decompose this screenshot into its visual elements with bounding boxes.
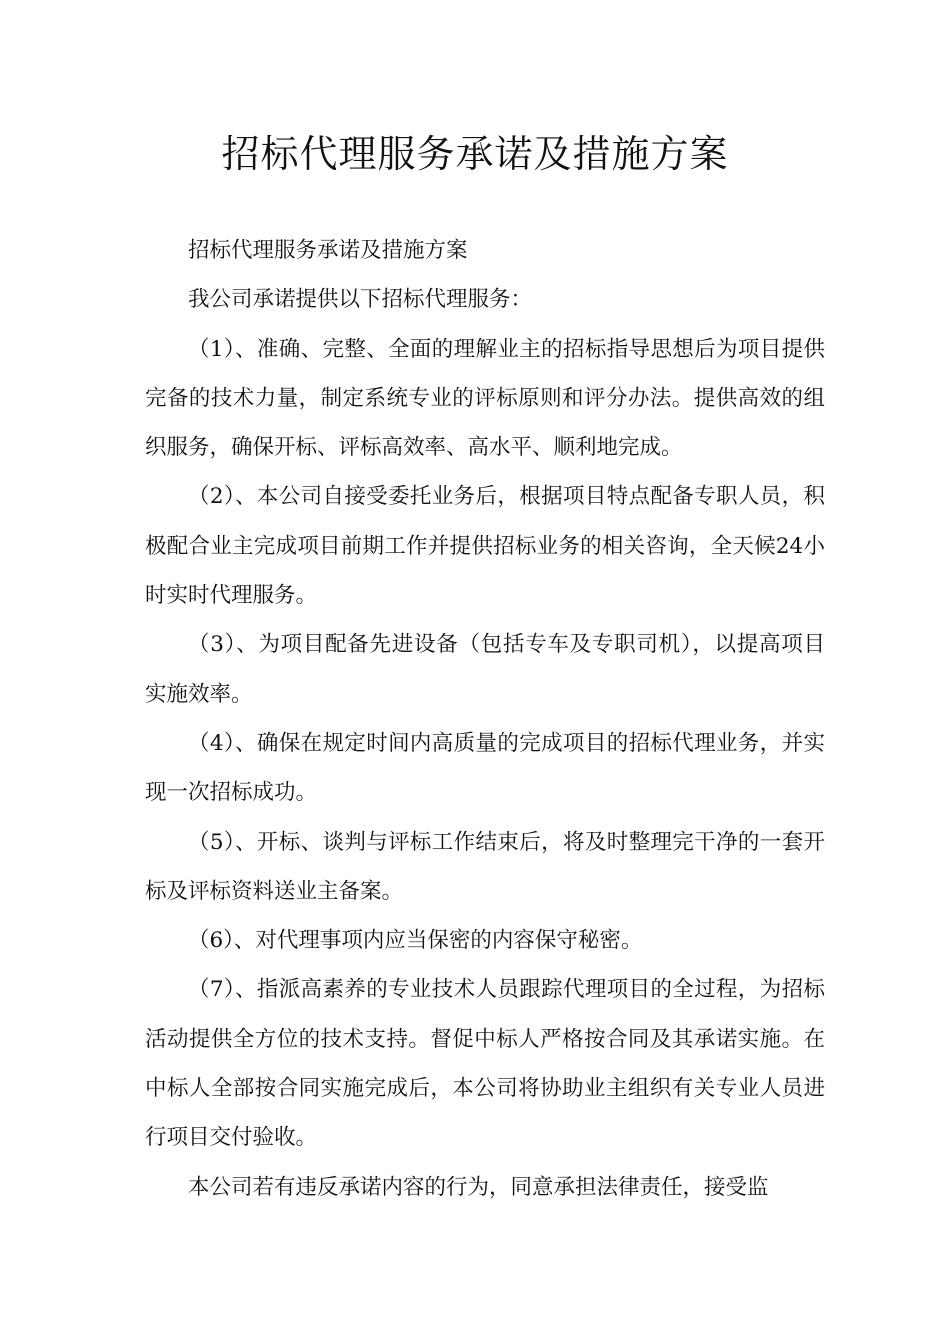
paragraph-item-7: （7）、指派高素养的专业技术人员跟踪代理项目的全过程，为招标活动提供全方位的技术支持。督促中标人严格按合同及其承诺实施。在中标人全部按合同实施完成后，本公司将协助业主组织有关专业人员进行项目交付验收。 <box>145 977 825 1151</box>
paragraph-item-1: （1）、准确、完整、全面的理解业主的招标指导思想后为项目提供完备的技术力量，制定系统专业的评标原则和评分办法。提供高效的组织服务，确保开标、评标高效率、高水平、顺利地完成。 <box>145 336 825 461</box>
paragraph-item-6: （6）、对代理事项内应当保密的内容保守秘密。 <box>188 928 643 954</box>
paragraph-item-5: （5）、开标、谈判与评标工作结束后，将及时整理完干净的一套开标及评标资料送业主备案。 <box>145 829 825 904</box>
document-title: 招标代理服务承诺及措施方案 <box>221 132 729 176</box>
paragraph-subtitle: 招标代理服务承诺及措施方案 <box>188 238 468 263</box>
paragraph-closing: 本公司若有违反承诺内容的行为，同意承担法律责任，接受监 <box>188 1174 769 1200</box>
paragraph-item-2: （2）、本公司自接受委托业务后，根据项目特点配备专职人员，积极配合业主完成项目前期工作并提供招标业务的相关咨询，全天候24小时实时代理服务。 <box>145 484 825 609</box>
paragraph-item-4: （4）、确保在规定时间内高质量的完成项目的招标代理业务，并实现一次招标成功。 <box>145 730 825 806</box>
document-body <box>145 226 825 1212</box>
paragraph-intro: 我公司承诺提供以下招标代理服务： <box>188 287 533 313</box>
paragraph-item-3: （3）、为项目配备先进设备（包括专车及专职司机），以提高项目实施效率。 <box>145 632 825 707</box>
